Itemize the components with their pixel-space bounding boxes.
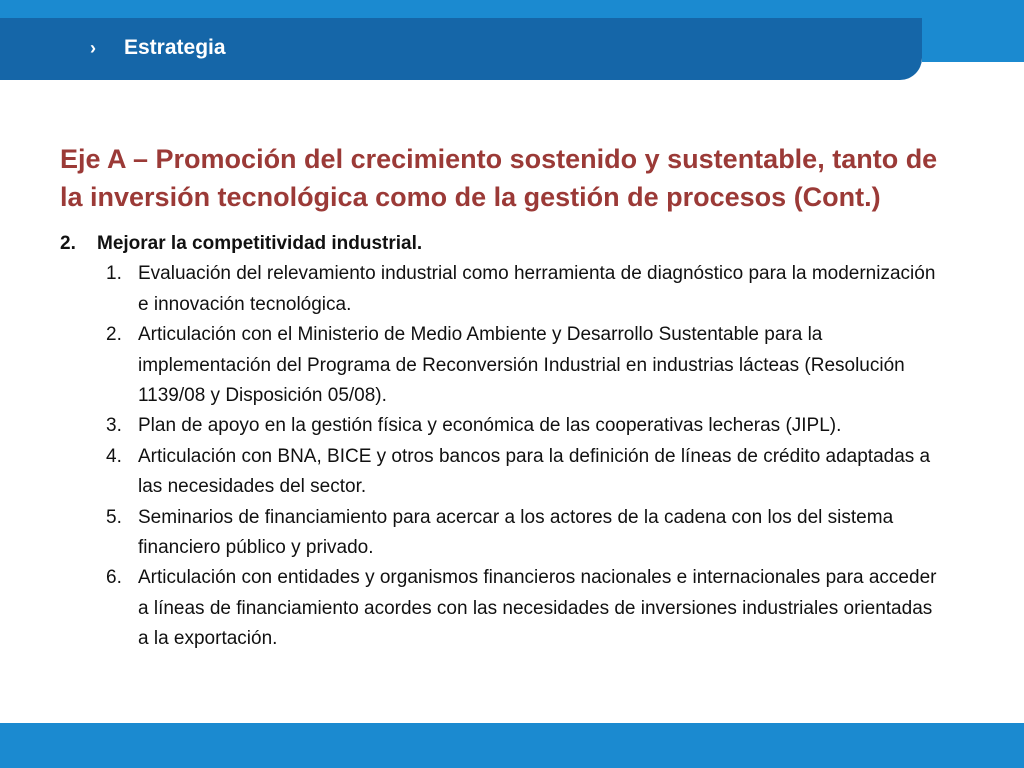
slide-title: Eje A – Promoción del crecimiento sostenido y sustentable, tanto de la inversión tecnológica como de la gestión de procesos (Cont.) bbox=[60, 144, 938, 212]
list-item bbox=[106, 442, 980, 503]
list-item-number: 4. bbox=[106, 445, 122, 467]
list-item-number: 1. bbox=[106, 263, 122, 285]
content-body bbox=[60, 229, 980, 655]
list-item bbox=[106, 503, 980, 564]
list-item bbox=[106, 411, 980, 441]
list-item bbox=[106, 259, 980, 320]
header-right-strip bbox=[922, 18, 1024, 62]
section-heading-text: Mejorar la competitividad industrial. bbox=[97, 233, 423, 254]
list-item bbox=[106, 320, 980, 411]
list-item-text: Articulación con BNA, BICE y otros bancos para la definición de líneas de crédito adaptadas a las necesidades del sector. bbox=[138, 445, 931, 498]
list-item-number: 3. bbox=[106, 415, 122, 437]
list-item-number: 2. bbox=[106, 324, 122, 346]
list-item-text: Seminarios de financiamiento para acercar a los actores de la cadena con los del sistema financiero público y privado. bbox=[138, 506, 894, 559]
header-title: Estrategia bbox=[124, 36, 226, 59]
chevron-right-icon: › bbox=[90, 38, 96, 58]
list-item-text: Evaluación del relevamiento industrial como herramienta de diagnóstico para la modernización e innovación tecnológica. bbox=[138, 263, 936, 315]
list-item-number: 6. bbox=[106, 567, 122, 589]
footer-band bbox=[0, 723, 1024, 768]
list-item-text: Plan de apoyo en la gestión física y económica de las cooperativas lecheras (JIPL). bbox=[138, 415, 842, 437]
list-item-number: 5. bbox=[106, 506, 122, 528]
header-top-strip bbox=[0, 0, 1024, 18]
section-heading bbox=[60, 229, 980, 259]
list-item-text: Articulación con entidades y organismos financieros nacionales e internacionales para acceder a líneas de financiamiento acordes con las necesidades de inversiones industriales orientadas a la exportación. bbox=[138, 567, 937, 650]
section-number: 2. bbox=[60, 233, 76, 254]
list-item bbox=[106, 563, 980, 654]
list-item-text: Articulación con el Ministerio de Medio Ambiente y Desarrollo Sustentable para la implementación del Programa de Reconversión Industrial en industrias lácteas (Resolución 1139/08 y Disposición 05/08). bbox=[138, 324, 905, 407]
